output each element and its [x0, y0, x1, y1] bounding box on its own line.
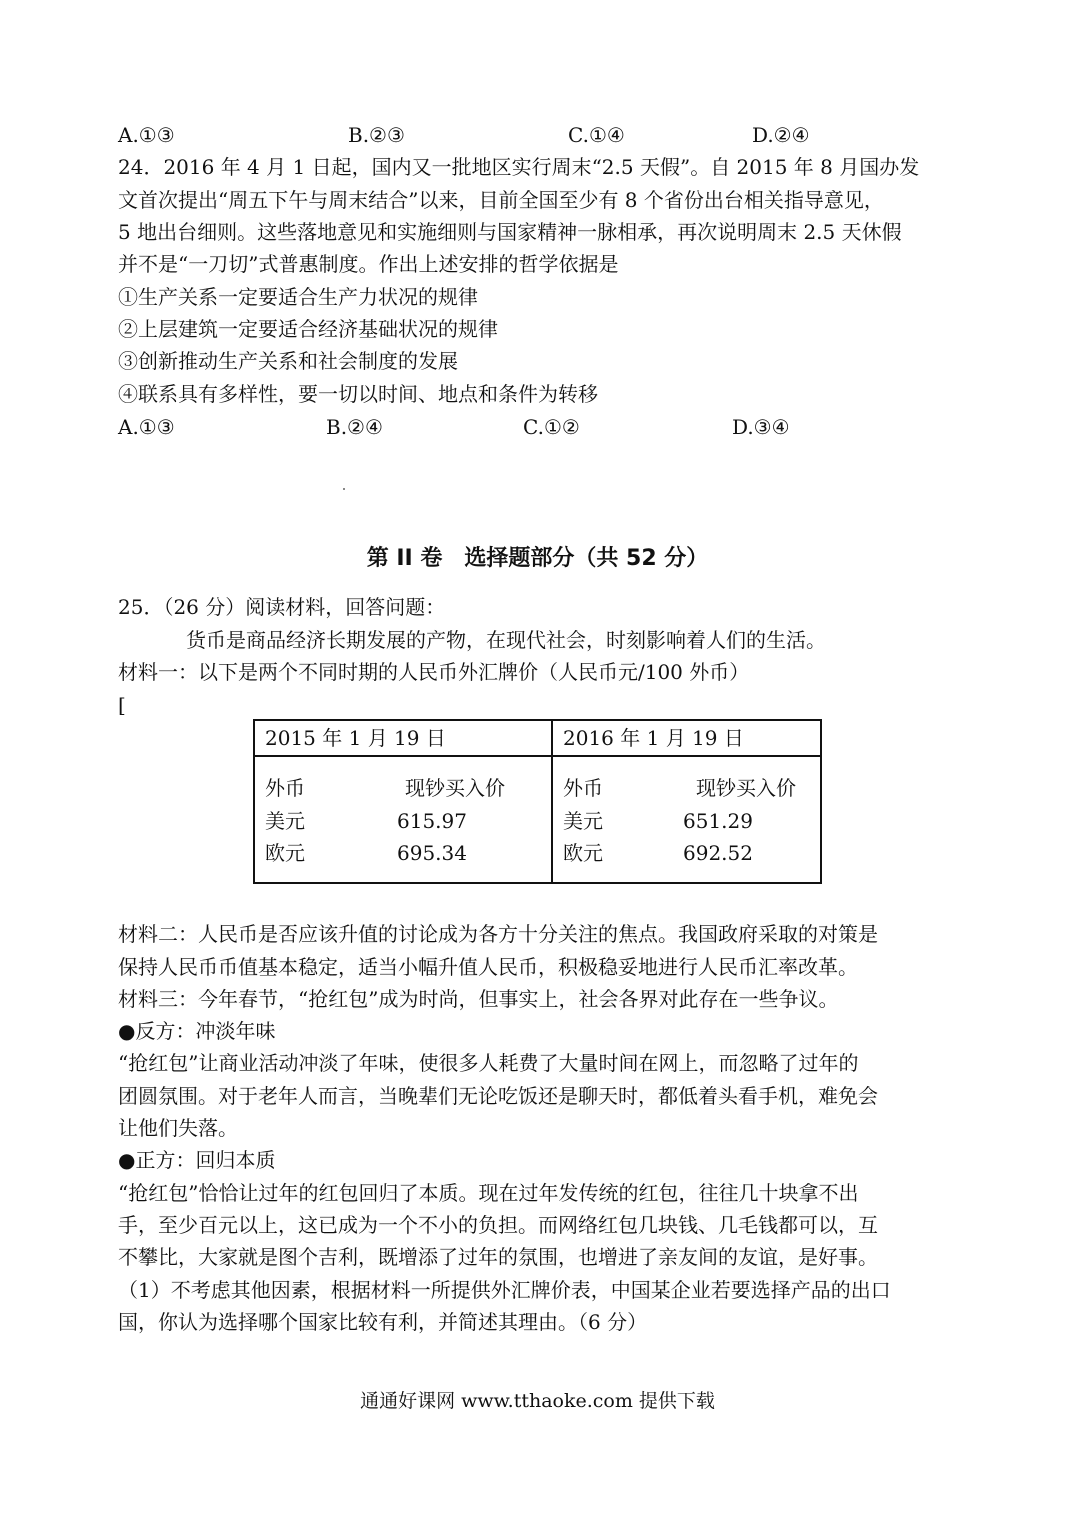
table-column-2016 [553, 721, 820, 882]
table-cell-price: 651.29 [683, 809, 753, 833]
q25-header: 25．（26 分）阅读材料，回答问题： [118, 595, 446, 619]
q24-options [118, 411, 978, 443]
q24-statement: ④联系具有多样性，要一切以时间、地点和条件为转移 [118, 382, 598, 406]
pro-text-line: 手，至少百元以上，这已成为一个不小的负担。而网络红包几块钱、几毛钱都可以，互 [118, 1213, 878, 1237]
table-date-header: 2015 年 1 月 19 日 [255, 721, 551, 757]
material3-line: 材料三：今年春节，“抢红包”成为时尚，但事实上，社会各界对此存在一些争议。 [118, 987, 839, 1011]
q23-option-a: A.①③ [118, 123, 175, 147]
q24-option-c: C.①② [523, 415, 580, 439]
con-heading: ●反方：冲淡年味 [118, 1019, 276, 1043]
material1-label: 材料一：以下是两个不同时期的人民币外汇牌价（人民币元/100 外币） [118, 660, 750, 684]
q23-option-c: C.①④ [568, 123, 625, 147]
material2-line: 材料二：人民币是否应该升值的讨论成为各方十分关注的焦点。我国政府采取的对策是 [118, 922, 878, 946]
q23-options [118, 119, 978, 151]
table-col-currency: 外币 [265, 776, 305, 800]
table-cell-price: 615.97 [397, 809, 467, 833]
question1-line: 国，你认为选择哪个国家比较有利，并简述其理由。（6 分） [118, 1310, 648, 1334]
pro-text-line: 不攀比，大家就是图个吉利，既增添了过年的氛围，也增进了亲友间的友谊，是好事。 [118, 1245, 878, 1269]
table-cell-currency: 欧元 [265, 841, 305, 865]
scan-speck [343, 488, 345, 490]
q24-option-a: A.①③ [118, 415, 175, 439]
pro-text-line: “抢红包”恰恰让过年的红包回归了本质。现在过年发传统的红包，往往几十块拿不出 [118, 1181, 859, 1205]
table-cell-currency: 美元 [563, 809, 603, 833]
table-cell-currency: 美元 [265, 809, 305, 833]
q23-option-b: B.②③ [348, 123, 405, 147]
q24-text-line: 24．2016 年 4 月 1 日起，国内又一批地区实行周末“2.5 天假”。自 2015 年 8 月国办发 [118, 155, 920, 179]
table-cell-price: 692.52 [683, 841, 753, 865]
q24-statement: ①生产关系一定要适合生产力状况的规律 [118, 285, 478, 309]
table-date-header: 2016 年 1 月 19 日 [553, 721, 820, 757]
section-title: 第 II 卷 选择题部分（共 52 分） [366, 546, 709, 571]
question1-line: （1）不考虑其他因素，根据材料一所提供外汇牌价表，中国某企业若要选择产品的出口 [118, 1278, 891, 1302]
q24-text-line: 文首次提出“周五下午与周末结合”以来，目前全国至少有 8 个省份出台相关指导意见， [118, 188, 884, 212]
q24-statement: ②上层建筑一定要适合经济基础状况的规律 [118, 317, 498, 341]
table-column-2015 [255, 721, 553, 882]
table-cell-price: 695.34 [397, 841, 467, 865]
q24-text-line: 并不是“一刀切”式普惠制度。作出上述安排的哲学依据是 [118, 252, 619, 276]
q24-statement: ③创新推动生产关系和社会制度的发展 [118, 349, 458, 373]
con-text-line: 让他们失落。 [118, 1116, 238, 1140]
table-col-currency: 外币 [563, 776, 603, 800]
stray-bracket: [ [118, 693, 126, 717]
q25-intro: 货币是商品经济长期发展的产物，在现代社会，时刻影响着人们的生活。 [186, 628, 826, 652]
q24-option-d: D.③④ [732, 415, 790, 439]
table-cell-currency: 欧元 [563, 841, 603, 865]
material2-line: 保持人民币币值基本稳定，适当小幅升值人民币，积极稳妥地进行人民币汇率改革。 [118, 955, 858, 979]
table-col-price: 现钞买入价 [405, 776, 505, 800]
con-text-line: “抢红包”让商业活动冲淡了年味，使很多人耗费了大量时间在网上，而忽略了过年的 [118, 1051, 859, 1075]
q24-text-line: 5 地出台细则。这些落地意见和实施细则与国家精神一脉相承，再次说明周末 2.5 天休假 [118, 220, 902, 244]
q24-option-b: B.②④ [326, 415, 383, 439]
con-text-line: 团圆氛围。对于老年人而言，当晚辈们无论吃饭还是聊天时，都低着头看手机，难免会 [118, 1084, 878, 1108]
footer-credit: 通通好课网 www.tthaoke.com 提供下载 [360, 1390, 715, 1412]
table-col-price: 现钞买入价 [696, 776, 796, 800]
q23-option-d: D.②④ [752, 123, 810, 147]
exchange-rate-table [253, 719, 822, 884]
pro-heading: ●正方：回归本质 [118, 1148, 276, 1172]
